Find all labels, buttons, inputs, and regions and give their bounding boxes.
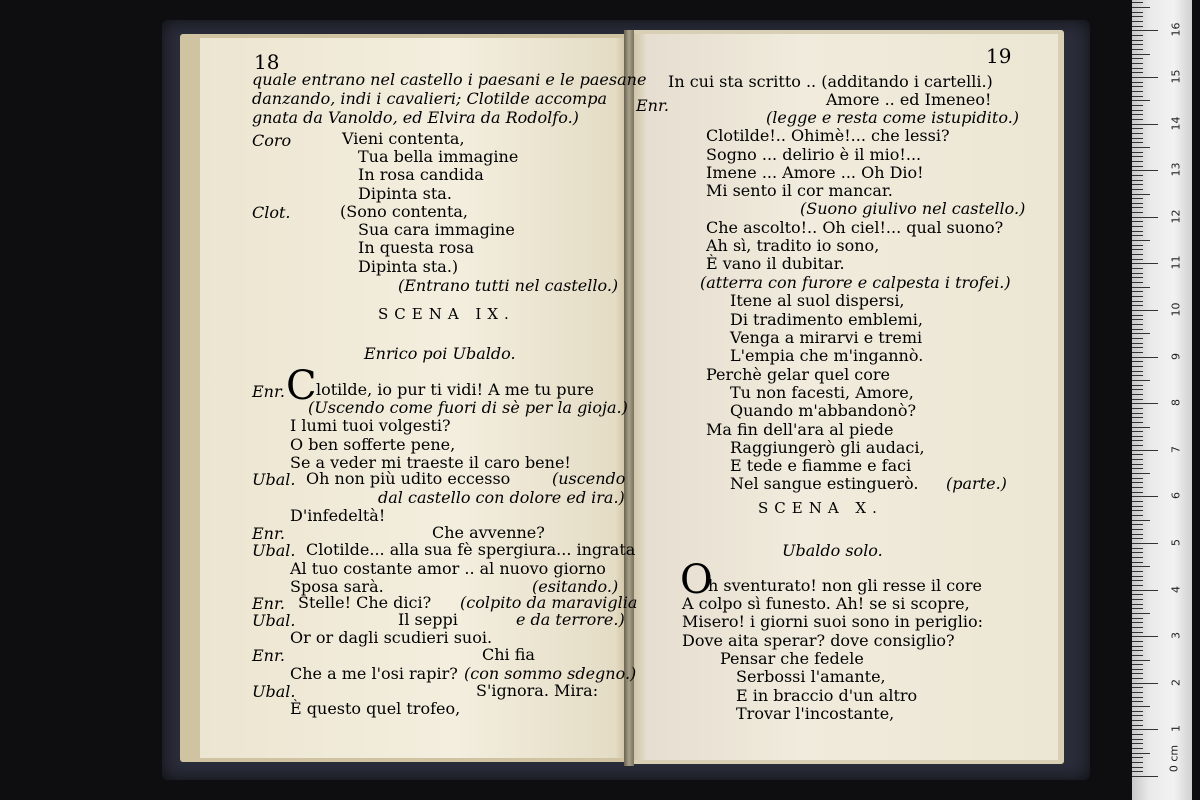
left-page-line: Il seppi <box>398 610 458 629</box>
ruler-tick <box>1132 263 1158 264</box>
ruler-tick <box>1132 343 1143 344</box>
left-page-line: Al tuo costante amor .. al nuovo giorno <box>290 559 606 578</box>
ruler-tick <box>1132 515 1143 516</box>
ruler-tick <box>1132 152 1143 153</box>
ruler-number: 7 <box>1169 445 1183 453</box>
left-page-line: (esitando.) <box>532 577 619 596</box>
left-page-line: (colpito da maraviglia <box>460 593 638 612</box>
ruler-tick <box>1132 734 1143 735</box>
ruler-number: 5 <box>1169 539 1183 546</box>
ruler-tick <box>1132 608 1143 609</box>
right-page-line: (parte.) <box>946 474 1007 493</box>
ruler-tick <box>1132 725 1143 726</box>
ruler-number: 12 <box>1169 209 1183 224</box>
ruler-tick <box>1132 128 1143 129</box>
ruler-tick <box>1132 422 1143 423</box>
ruler-tick <box>1132 711 1143 712</box>
ruler-number: 8 <box>1169 399 1183 407</box>
left-page-line: Coro <box>252 131 292 150</box>
ruler-tick <box>1132 529 1143 530</box>
ruler-tick <box>1132 706 1150 707</box>
ruler-tick <box>1132 389 1143 390</box>
right-page-line: Dove aita sperar? dove consiglio? <box>682 631 955 650</box>
ruler-tick <box>1132 622 1143 623</box>
right-page-line: A colpo sì funesto. Ah! se si scopre, <box>682 594 970 613</box>
left-page-line: Enr. <box>252 524 285 543</box>
ruler-tick <box>1132 562 1143 563</box>
ruler-tick <box>1132 198 1143 199</box>
drop-cap-o: O <box>680 557 713 603</box>
ruler-tick <box>1132 235 1143 236</box>
ruler-tick <box>1132 701 1143 702</box>
ruler-tick <box>1132 268 1143 269</box>
left-page-line: Vieni contenta, <box>342 129 465 148</box>
left-page-line: Or or dagli scudieri suoi. <box>290 628 493 647</box>
ruler-tick <box>1132 175 1143 176</box>
ruler-tick <box>1132 16 1143 17</box>
ruler-tick <box>1132 249 1143 250</box>
ruler-tick <box>1132 189 1143 190</box>
ruler-number: 6 <box>1169 492 1183 500</box>
ruler-tick <box>1132 557 1143 558</box>
right-page-line: Venga a mirarvi e tremi <box>730 328 923 347</box>
ruler-tick <box>1132 49 1143 50</box>
ruler-tick <box>1132 296 1143 297</box>
ruler-tick <box>1132 161 1143 162</box>
left-page-line: Ubal. <box>252 682 296 701</box>
page-number-right: 19 <box>986 44 1012 68</box>
left-page-line: e da terrore.) <box>516 610 625 629</box>
left-page-line: (uscendo <box>552 469 626 488</box>
right-page-line: (atterra con furore e calpesta i trofei.) <box>700 273 1011 292</box>
ruler-tick <box>1132 478 1143 479</box>
ruler-tick <box>1132 221 1143 222</box>
right-page-line: Amore .. ed Imeneo! <box>826 90 992 109</box>
ruler-tick <box>1132 636 1158 637</box>
ruler-tick <box>1132 105 1143 106</box>
ruler-tick <box>1132 77 1158 78</box>
left-page-line: Oh non più udito eccesso <box>306 469 511 488</box>
right-page-line: L'empia che m'ingannò. <box>730 346 924 365</box>
left-page-line: Clot. <box>252 203 291 222</box>
right-page-line: Quando m'abbandonò? <box>730 401 917 420</box>
ruler-tick <box>1132 757 1143 758</box>
ruler-tick <box>1132 203 1143 204</box>
ruler-tick <box>1132 417 1143 418</box>
ruler-number: 3 <box>1169 632 1183 640</box>
ruler-tick <box>1132 468 1143 469</box>
ruler-tick <box>1132 21 1143 22</box>
ruler-tick <box>1132 440 1143 441</box>
ruler-tick <box>1132 324 1143 325</box>
ruler-number: 10 <box>1169 302 1183 317</box>
left-page-line: Che avvenne? <box>432 523 545 542</box>
ruler-tick <box>1132 408 1143 409</box>
ruler-tick <box>1132 394 1143 395</box>
ruler-tick <box>1132 506 1143 507</box>
right-page-line: E tede e fiamme e faci <box>730 456 912 475</box>
ruler-tick <box>1132 100 1150 101</box>
left-page-line: lotilde, io pur ti vidi! A me tu pure <box>316 380 594 399</box>
ruler-tick <box>1132 687 1143 688</box>
ruler-tick <box>1132 72 1143 73</box>
ruler-unit-label: 0 cm <box>1167 744 1181 773</box>
ruler-tick <box>1132 277 1143 278</box>
ruler-tick <box>1132 110 1143 111</box>
left-page-line: I lumi tuoi volgesti? <box>290 416 451 435</box>
ruler-tick <box>1132 138 1143 139</box>
ruler-tick <box>1132 403 1158 404</box>
ruler-tick <box>1132 660 1150 661</box>
right-page-line: (Suono giulivo nel castello.) <box>800 199 1026 218</box>
left-page-line: (Uscendo come fuori di sè per la gioja.) <box>308 398 628 417</box>
right-page-line: Clotilde!.. Ohimè!... che lessi? <box>706 126 950 145</box>
ruler-tick <box>1132 114 1143 115</box>
scene-heading-ix: SCENA IX. <box>378 305 515 323</box>
ruler-tick <box>1132 646 1143 647</box>
ruler-tick <box>1132 133 1143 134</box>
ruler-tick <box>1132 771 1143 772</box>
ruler-tick <box>1132 762 1143 763</box>
right-page-line: Perchè gelar quel core <box>706 365 891 384</box>
ruler-tick <box>1132 454 1143 455</box>
right-page-line: (legge e resta come istupidito.) <box>766 108 1020 127</box>
right-page-line: Sogno ... delirio è il mio!... <box>706 145 922 164</box>
ruler-tick <box>1132 231 1143 232</box>
ruler-tick <box>1132 68 1143 69</box>
left-page-line: gnata da Vanoldo, ed Elvira da Rodolfo.) <box>252 108 579 127</box>
ruler-number: 2 <box>1169 678 1183 686</box>
ruler-number: 14 <box>1169 116 1183 131</box>
ruler-tick <box>1132 366 1143 367</box>
ruler-tick <box>1132 287 1150 288</box>
ruler-tick <box>1132 217 1158 218</box>
ruler-tick <box>1132 450 1158 451</box>
ruler-tick <box>1132 82 1143 83</box>
ruler-tick <box>1132 427 1150 428</box>
left-page-line: Tua bella immagine <box>358 147 519 166</box>
left-page-line: Chi fia <box>482 645 535 664</box>
left-page-line: D'infedeltà! <box>290 506 386 525</box>
ruler-tick <box>1132 184 1143 185</box>
ruler-tick <box>1132 40 1143 41</box>
ruler-number: 13 <box>1169 162 1183 177</box>
left-page-line: Se a veder mi traeste il caro bene! <box>290 453 571 472</box>
ruler-tick <box>1132 291 1143 292</box>
right-page-line: Nel sangue estinguerò. <box>730 474 919 493</box>
ruler-tick <box>1132 524 1143 525</box>
ruler-tick <box>1132 753 1150 754</box>
ruler-tick <box>1132 571 1143 572</box>
left-page-line: Ubal. <box>252 611 296 630</box>
ruler-tick <box>1132 627 1143 628</box>
left-page-line: Enr. <box>252 594 285 613</box>
page-number-left: 18 <box>254 50 280 74</box>
ruler-tick <box>1132 776 1158 777</box>
left-page-line: In questa rosa <box>358 238 475 257</box>
ruler-tick <box>1132 245 1143 246</box>
ruler-tick <box>1132 683 1158 684</box>
right-page-line: Ah sì, tradito io sono, <box>706 236 880 255</box>
ruler-tick <box>1132 119 1143 120</box>
ruler-tick <box>1132 319 1143 320</box>
ruler-tick <box>1132 739 1143 740</box>
ruler-tick <box>1132 371 1143 372</box>
ruler-tick <box>1132 86 1143 87</box>
ruler-tick <box>1132 207 1143 208</box>
right-page-line: In cui sta scritto .. (additando i cartelli.) <box>668 72 993 91</box>
ruler-tick <box>1132 673 1143 674</box>
ruler-tick <box>1132 520 1150 521</box>
ruler-tick <box>1132 604 1143 605</box>
ruler-tick <box>1132 54 1150 55</box>
ruler-tick <box>1132 720 1143 721</box>
ruler-tick <box>1132 487 1143 488</box>
ruler-tick <box>1132 697 1143 698</box>
ruler-tick <box>1132 35 1143 36</box>
ruler-tick <box>1132 445 1143 446</box>
ruler-tick <box>1132 576 1143 577</box>
right-page-line: h sventurato! non gli resse il core <box>708 576 982 595</box>
ruler-tick <box>1132 315 1143 316</box>
ruler-tick <box>1132 305 1143 306</box>
right-page-line: Che ascolto!.. Oh ciel!... qual suono? <box>706 218 1004 237</box>
ruler-tick <box>1132 552 1143 553</box>
left-page-line: È questo quel trofeo, <box>290 699 461 718</box>
ruler-tick <box>1132 613 1150 614</box>
ruler-tick <box>1132 543 1158 544</box>
ruler-tick <box>1132 669 1143 670</box>
ruler-tick <box>1132 91 1143 92</box>
right-page-line: Enr. <box>636 96 669 115</box>
left-page-line: Che a me l'osi rapir? <box>290 664 458 683</box>
right-page-line: Trovar l'incostante, <box>736 704 895 723</box>
ruler-number: 16 <box>1169 22 1183 37</box>
right-page-line: Itene al suol dispersi, <box>730 291 905 310</box>
ruler-tick <box>1132 580 1143 581</box>
ruler-tick <box>1132 357 1158 358</box>
ruler-tick <box>1132 501 1143 502</box>
right-page-line: Mi sento il cor mancar. <box>706 181 893 200</box>
right-page-line: E in braccio d'un altro <box>736 686 918 705</box>
ruler-tick <box>1132 254 1143 255</box>
measurement-ruler <box>1132 0 1192 800</box>
left-page-line: Clotilde... alla sua fè spergiura... ingrata <box>306 540 636 559</box>
right-page-line: Serbossi l'amante, <box>736 667 886 686</box>
ruler-tick <box>1132 459 1143 460</box>
ruler-tick <box>1132 496 1158 497</box>
ruler-tick <box>1132 7 1150 8</box>
ruler-tick <box>1132 492 1143 493</box>
ruler-tick <box>1132 12 1143 13</box>
ruler-tick <box>1132 594 1143 595</box>
ruler-tick <box>1132 599 1143 600</box>
ruler-tick <box>1132 329 1143 330</box>
ruler-tick <box>1132 347 1143 348</box>
ruler-tick <box>1132 678 1143 679</box>
left-page-line: (con sommo sdegno.) <box>464 664 637 683</box>
ruler-tick <box>1132 124 1158 125</box>
drop-cap-c: C <box>286 363 317 409</box>
ruler-number: 11 <box>1169 255 1183 270</box>
ruler-number: 1 <box>1169 725 1183 733</box>
left-page-line: dal castello con dolore ed ira.) <box>378 488 625 507</box>
ruler-tick <box>1132 632 1143 633</box>
ruler-tick <box>1132 2 1143 3</box>
ruler-tick <box>1132 431 1143 432</box>
ruler-tick <box>1132 413 1143 414</box>
ruler-number: 15 <box>1169 69 1183 84</box>
ruler-tick <box>1132 338 1143 339</box>
ruler-tick <box>1132 273 1143 274</box>
ruler-tick <box>1132 767 1143 768</box>
ruler-tick <box>1132 180 1143 181</box>
ruler-tick <box>1132 301 1143 302</box>
ruler-tick <box>1132 618 1143 619</box>
left-page-line: Sua cara immagine <box>358 220 515 239</box>
left-page-line: quale entrano nel castello i paesani e le paesane <box>252 70 647 89</box>
right-page-line: Misero! i giorni suoi sono in periglio: <box>682 612 984 631</box>
ruler-number: 9 <box>1169 352 1183 360</box>
ruler-tick <box>1132 590 1158 591</box>
ruler-tick <box>1132 170 1158 171</box>
right-page-line: Raggiungerò gli audaci, <box>730 438 925 457</box>
right-page-line: Imene ... Amore ... Oh Dio! <box>706 163 924 182</box>
left-page-line: S'ignora. Mira: <box>476 681 599 700</box>
ruler-tick <box>1132 26 1143 27</box>
left-page-line: Dipinta sta.) <box>358 257 459 276</box>
ruler-tick <box>1132 482 1143 483</box>
ruler-tick <box>1132 641 1143 642</box>
ruler-tick <box>1132 655 1143 656</box>
ruler-tick <box>1132 361 1143 362</box>
ruler-tick <box>1132 282 1143 283</box>
right-page-line: Pensar che fedele <box>720 649 864 668</box>
ruler-tick <box>1132 44 1143 45</box>
right-page-line: È vano il dubitar. <box>706 254 845 273</box>
ruler-tick <box>1132 30 1158 31</box>
ruler-tick <box>1132 375 1143 376</box>
left-page-line: Sposa sarà. <box>290 577 384 596</box>
right-page-line: Tu non facesti, Amore, <box>730 383 914 402</box>
left-page-line: Stelle! Che dici? <box>298 593 432 612</box>
ruler-tick <box>1132 538 1143 539</box>
ruler-tick <box>1132 380 1150 381</box>
left-page-line: Ubal. <box>252 470 296 489</box>
ruler-tick <box>1132 436 1143 437</box>
left-page-line: Enrico poi Ubaldo. <box>364 344 516 363</box>
ruler-tick <box>1132 212 1143 213</box>
ruler-tick <box>1132 352 1143 353</box>
ruler-tick <box>1132 166 1143 167</box>
left-page-line: danzando, indi i cavalieri; Clotilde accompa <box>252 89 607 108</box>
ruler-tick <box>1132 585 1143 586</box>
ruler-tick <box>1132 96 1143 97</box>
right-page-line: Ubaldo solo. <box>782 541 883 560</box>
ruler-tick <box>1132 743 1143 744</box>
ruler-tick <box>1132 194 1150 195</box>
ruler-tick <box>1132 226 1143 227</box>
ruler-tick <box>1132 473 1150 474</box>
ruler-tick <box>1132 310 1158 311</box>
ruler-tick <box>1132 692 1143 693</box>
left-page-line: (Entrano tutti nel castello.) <box>398 276 619 295</box>
left-page-line: O ben sofferte pene, <box>290 435 456 454</box>
ruler-tick <box>1132 566 1150 567</box>
ruler-tick <box>1132 715 1143 716</box>
ruler-tick <box>1132 548 1143 549</box>
ruler-tick <box>1132 240 1150 241</box>
ruler-number: 4 <box>1169 585 1183 593</box>
ruler-tick <box>1132 399 1143 400</box>
ruler-tick <box>1132 63 1143 64</box>
ruler-tick <box>1132 748 1143 749</box>
ruler-tick <box>1132 156 1143 157</box>
ruler-tick <box>1132 142 1143 143</box>
ruler-tick <box>1132 385 1143 386</box>
ruler-tick <box>1132 464 1143 465</box>
scene-heading-x: SCENA X. <box>758 499 883 517</box>
right-page-line: Di tradimento emblemi, <box>730 310 923 329</box>
ruler-tick <box>1132 534 1143 535</box>
left-page-line: Enr. <box>252 646 285 665</box>
ruler-tick <box>1132 259 1143 260</box>
ruler-tick <box>1132 147 1150 148</box>
left-page-line: Ubal. <box>252 541 296 560</box>
left-page-line: (Sono contenta, <box>340 202 469 221</box>
ruler-tick <box>1132 58 1143 59</box>
ruler-tick <box>1132 333 1150 334</box>
left-page-line: Dipinta sta. <box>358 184 452 203</box>
ruler-tick <box>1132 510 1143 511</box>
ruler-tick <box>1132 650 1143 651</box>
right-page-line: Ma fin dell'ara al piede <box>706 420 894 439</box>
ruler-tick <box>1132 729 1158 730</box>
left-page-line: Enr. <box>252 382 285 401</box>
ruler-tick <box>1132 664 1143 665</box>
left-page-line: In rosa candida <box>358 165 484 184</box>
